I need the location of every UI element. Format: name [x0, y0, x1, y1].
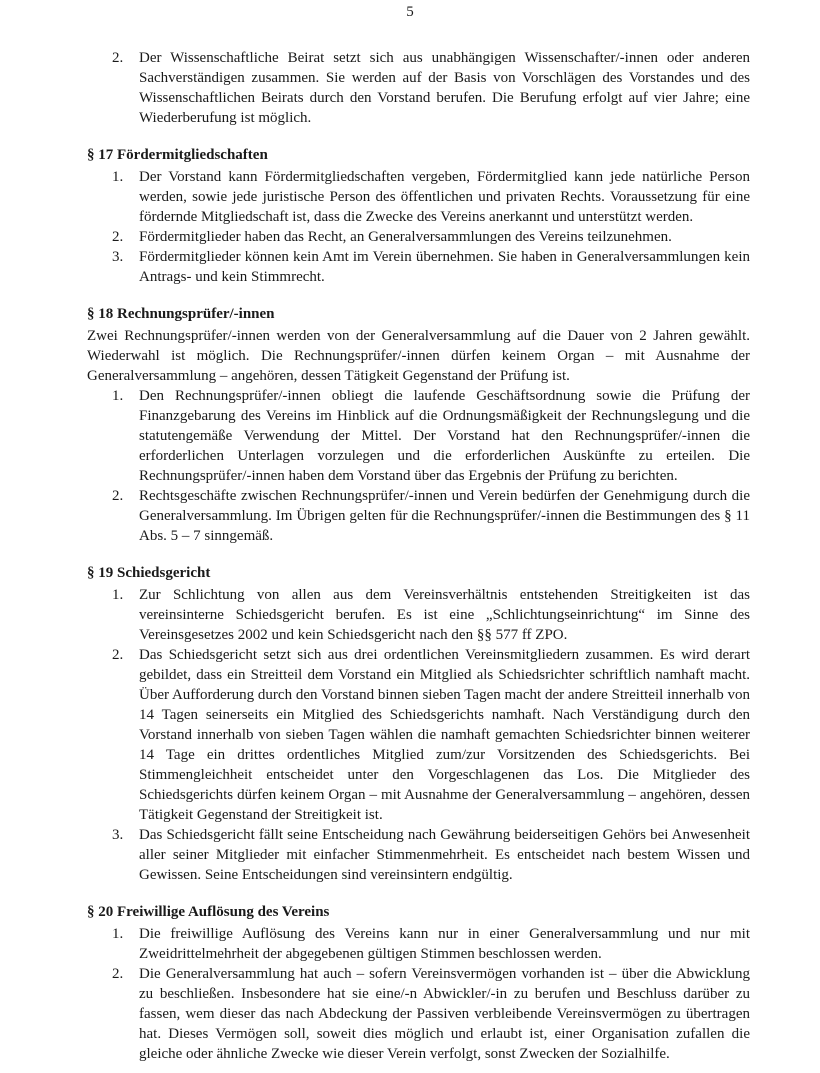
numbered-list — [112, 48, 750, 128]
document-body — [87, 48, 750, 1064]
item-number: 3. — [112, 827, 124, 843]
list-item — [112, 645, 750, 825]
item-number: 3. — [112, 249, 124, 265]
item-number: 1. — [112, 587, 124, 603]
section-17 — [87, 145, 750, 287]
list-item — [112, 48, 750, 128]
item-text: Die Generalversammlung hat auch – sofern Vereinsvermögen vorhanden ist – über die Abwicklung zu beschließen. Insbesondere hat sie eine/-n Abwickler/-in zu berufen und Beschluss darüber zu fassen, wem dieser das nach Abdeckung der Passiven verbleibende Vereinsvermögen zu übertragen hat. Dieses Vermögen soll, soweit dies möglich und erlaubt ist, einer Organisation zufallen die gleiche oder ähnliche Zwecke wie dieser Verein verfolgt, sonst Zwecken der Sozialhilfe. — [139, 966, 750, 1062]
item-number: 2. — [112, 229, 124, 245]
list-item — [112, 386, 750, 486]
list-item — [112, 247, 750, 287]
item-text: Der Wissenschaftliche Beirat setzt sich aus unabhängigen Wissenschafter/-innen oder anderen Sachverständigen zusammen. Sie werden auf der Basis von Vorschlägen des Vorstandes und des Wissenschaftlichen Beirats durch den Vorstand berufen. Die Berufung erfolgt auf vier Jahre; eine Wiederberufung ist möglich. — [139, 50, 750, 126]
item-number: 2. — [112, 966, 124, 982]
item-number: 1. — [112, 169, 124, 185]
section-heading: § 17 Fördermitgliedschaften — [87, 147, 268, 163]
item-text: Der Vorstand kann Fördermitgliedschaften vergeben, Fördermitglied kann jede natürliche Person werden, sowie jede juristische Person des öffentlichen und privaten Rechts. Voraussetzung für eine fördernde Mitgliedschaft ist, dass die Zwecke des Vereins anerkannt und unterstützt werden. — [139, 169, 750, 225]
item-number: 2. — [112, 50, 124, 66]
list-item — [112, 924, 750, 964]
item-text: Das Schiedsgericht fällt seine Entscheidung nach Gewährung beiderseitigen Gehörs bei Anwesenheit aller seiner Mitglieder mit einfacher Stimmenmehrheit. Es entscheidet nach bestem Wissen und Gewissen. Seine Entscheidungen sind vereinsintern endgültig. — [139, 827, 750, 883]
page-number: 5 — [406, 4, 414, 20]
item-text: Den Rechnungsprüfer/-innen obliegt die laufende Geschäftsordnung sowie die Prüfung der Finanzgebarung des Vereins im Hinblick auf die Ordnungsmäßigkeit der Rechnungslegung und die statutengemäße Verwendung der Mittel. Der Vorstand hat den Rechnungsprüfer/-innen die erforderlichen Unterlagen vorzulegen und die erforderlichen Auskünfte zu erteilen. Die Rechnungsprüfer/-innen haben dem Vorstand über das Ergebnis der Prüfung zu berichten. — [139, 388, 750, 484]
list-item — [112, 964, 750, 1064]
section-20 — [87, 902, 750, 1064]
section-16-continued — [87, 48, 750, 128]
list-item — [112, 167, 750, 227]
numbered-list — [112, 167, 750, 287]
item-number: 1. — [112, 388, 124, 404]
item-number: 2. — [112, 488, 124, 504]
section-heading: § 20 Freiwillige Auflösung des Vereins — [87, 904, 330, 920]
item-text: Die freiwillige Auflösung des Vereins kann nur in einer Generalversammlung und nur mit Zweidrittelmehrheit der abgegebenen gültigen Stimmen beschlossen werden. — [139, 926, 750, 962]
section-intro: Zwei Rechnungsprüfer/-innen werden von der Generalversammlung auf die Dauer von 2 Jahren gewählt. Wiederwahl ist möglich. Die Rechnungsprüfer/-innen dürfen keinem Organ – mit Ausnahme der Generalversammlung – angehören, dessen Tätigkeit Gegenstand der Prüfung ist. — [87, 328, 750, 384]
item-number: 2. — [112, 647, 124, 663]
list-item — [112, 486, 750, 546]
list-item — [112, 825, 750, 885]
numbered-list — [112, 585, 750, 885]
item-text: Zur Schlichtung von allen aus dem Vereinsverhältnis entstehenden Streitigkeiten ist das vereinsinterne Schiedsgericht berufen. Es ist eine „Schlichtungseinrichtung“ im Sinne des Vereinsgesetzes 2002 und kein Schiedsgericht nach den §§ 577 ff ZPO. — [139, 587, 750, 643]
item-text: Das Schiedsgericht setzt sich aus drei ordentlichen Vereinsmitgliedern zusammen. Es wird derart gebildet, dass ein Streitteil dem Vorstand ein Mitglied als Schiedsrichter schriftlich namhaft macht. Über Aufforderung durch den Vorstand binnen sieben Tagen macht der andere Streitteil innerhalb von 14 Tagen seinerseits ein Mitglied des Schiedsgerichts namhaft. Nach Verständigung durch den Vorstand innerhalb von sieben Tagen wählen die namhaft gemachten Schiedsrichter binnen weiterer 14 Tage ein drittes ordentliches Mitglied zum/zur Vorsitzenden des Schiedsgerichts. Bei Stimmengleichheit entscheidet unter den Vorgeschlagenen das Los. Die Mitglieder des Schiedsgerichts dürfen keinem Organ – mit Ausnahme der Generalversammlung – angehören, dessen Tätigkeit Gegenstand der Streitigkeit ist. — [139, 647, 750, 823]
numbered-list — [112, 386, 750, 546]
section-heading: § 18 Rechnungsprüfer/-innen — [87, 306, 275, 322]
list-item — [112, 227, 750, 247]
section-19 — [87, 563, 750, 885]
section-18 — [87, 304, 750, 546]
numbered-list — [112, 924, 750, 1064]
item-text: Fördermitglieder können kein Amt im Verein übernehmen. Sie haben in Generalversammlungen kein Antrags- und kein Stimmrecht. — [139, 249, 750, 285]
section-heading: § 19 Schiedsgericht — [87, 565, 211, 581]
item-number: 1. — [112, 926, 124, 942]
item-text: Fördermitglieder haben das Recht, an Generalversammlungen des Vereins teilzunehmen. — [139, 229, 672, 245]
list-item — [112, 585, 750, 645]
item-text: Rechtsgeschäfte zwischen Rechnungsprüfer/-innen und Verein bedürfen der Genehmigung durch die Generalversammlung. Im Übrigen gelten für die Rechnungsprüfer/-innen die Bestimmungen des § 11 Abs. 5 – 7 sinngemäß. — [139, 488, 750, 544]
